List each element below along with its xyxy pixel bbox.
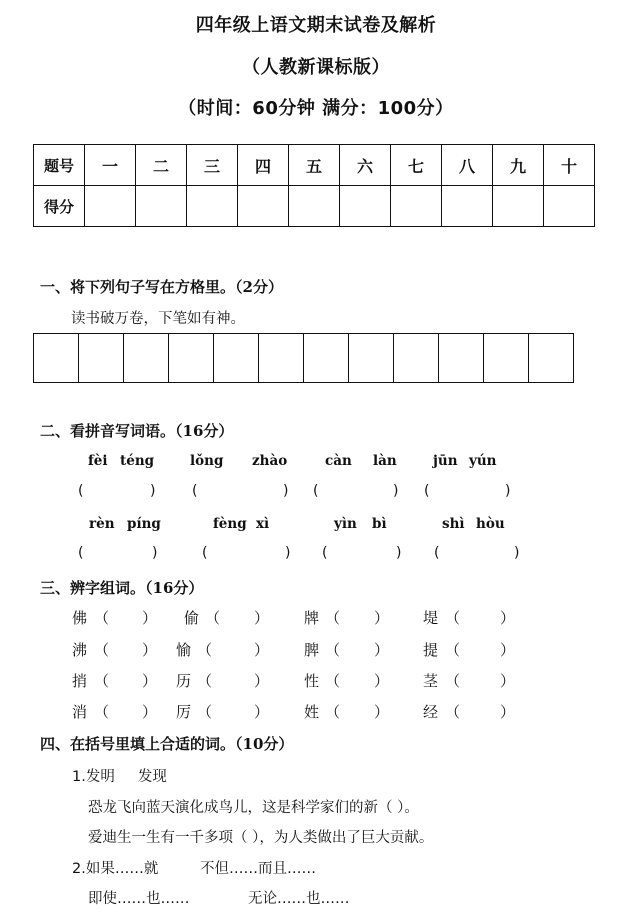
score-cell[interactable]	[340, 186, 391, 227]
pinyin: yún	[469, 453, 497, 469]
score-cell[interactable]	[493, 186, 544, 227]
open-paren: (	[434, 545, 440, 561]
score-table	[33, 144, 595, 227]
q1-sentence-2: 爱迪生一生有一千多项（ ），为人类做出了巨大贡献。	[88, 830, 434, 846]
column-10: 十	[544, 145, 595, 186]
pinyin: hòu	[476, 516, 505, 532]
pinyin: làn	[373, 453, 397, 469]
open-paren: （	[445, 703, 461, 721]
grid-cell[interactable]	[529, 334, 574, 382]
character: 厉	[176, 703, 192, 721]
page-title: 四年级上语文期末试卷及解析	[195, 15, 437, 36]
writing-grid	[33, 333, 574, 383]
score-cell[interactable]	[391, 186, 442, 227]
close-paren: ）	[500, 672, 516, 690]
character: 捎	[72, 672, 88, 690]
section-1-heading: 一、将下列句子写在方格里。（2分）	[40, 278, 283, 296]
character: 消	[72, 703, 88, 721]
close-paren: ）	[254, 641, 270, 659]
open-paren: (	[424, 483, 430, 499]
character: 历	[176, 672, 192, 690]
close-paren: )	[396, 545, 402, 561]
open-paren: (	[313, 483, 319, 499]
open-paren: （	[197, 672, 213, 690]
pinyin: jūn	[433, 453, 458, 469]
close-paren: ）	[374, 672, 390, 690]
close-paren: ）	[254, 672, 270, 690]
close-paren: ）	[374, 703, 390, 721]
score-table-header-row	[34, 145, 595, 186]
open-paren: （	[94, 672, 110, 690]
score-cell[interactable]	[238, 186, 289, 227]
close-paren: ）	[254, 609, 270, 627]
close-paren: )	[283, 483, 289, 499]
q2-conjunction-d: 无论……也……	[248, 891, 350, 907]
column-9: 九	[493, 145, 544, 186]
pinyin: yìn	[334, 516, 357, 532]
pinyin: fèi	[88, 453, 108, 469]
open-paren: (	[78, 545, 84, 561]
open-paren: （	[325, 672, 341, 690]
q1-sentence-1: 恐龙飞向蓝天演化成鸟儿，这是科学家们的新（ ）。	[88, 800, 419, 816]
grid-cell[interactable]	[214, 334, 259, 382]
open-paren: (	[202, 545, 208, 561]
close-paren: ）	[254, 703, 270, 721]
grid-cell[interactable]	[439, 334, 484, 382]
grid-cell[interactable]	[124, 334, 169, 382]
score-cell[interactable]	[544, 186, 595, 227]
close-paren: )	[152, 545, 158, 561]
close-paren: )	[285, 545, 291, 561]
close-paren: ）	[142, 641, 158, 659]
pinyin: zhào	[252, 453, 288, 469]
character: 性	[304, 672, 320, 690]
open-paren: （	[325, 641, 341, 659]
open-paren: （	[205, 609, 221, 627]
grid-cell[interactable]	[349, 334, 394, 382]
character: 沸	[72, 641, 88, 659]
close-paren: )	[514, 545, 520, 561]
character: 佛	[72, 609, 88, 627]
close-paren: ）	[374, 641, 390, 659]
q2-conjunction-c: 即使……也……	[88, 891, 190, 907]
close-paren: ）	[142, 672, 158, 690]
pinyin: càn	[325, 453, 352, 469]
close-paren: ）	[374, 609, 390, 627]
grid-cell[interactable]	[484, 334, 529, 382]
pinyin: píng	[127, 516, 161, 532]
close-paren: ）	[500, 703, 516, 721]
grid-cell[interactable]	[259, 334, 304, 382]
column-6: 六	[340, 145, 391, 186]
question-number-label: 题号	[34, 145, 85, 186]
close-paren: ）	[500, 609, 516, 627]
character: 牌	[304, 609, 320, 627]
character: 堤	[423, 609, 439, 627]
character: 偷	[184, 609, 200, 627]
column-3: 三	[187, 145, 238, 186]
open-paren: （	[94, 641, 110, 659]
page-subtitle: （人教新课标版）	[242, 57, 390, 78]
score-label: 得分	[34, 186, 85, 227]
close-paren: )	[150, 483, 156, 499]
q2-conjunction-b: 不但……而且……	[200, 861, 316, 877]
pinyin: lǒng	[190, 453, 224, 469]
column-1: 一	[85, 145, 136, 186]
character: 脾	[304, 641, 320, 659]
close-paren: )	[393, 483, 399, 499]
open-paren: （	[445, 609, 461, 627]
pinyin: téng	[120, 453, 155, 469]
column-5: 五	[289, 145, 340, 186]
character: 经	[423, 703, 439, 721]
column-8: 八	[442, 145, 493, 186]
pinyin: rèn	[89, 516, 115, 532]
close-paren: )	[505, 483, 511, 499]
column-7: 七	[391, 145, 442, 186]
pinyin: fèng	[213, 516, 247, 532]
character: 姓	[304, 703, 320, 721]
grid-cell[interactable]	[304, 334, 349, 382]
section-4-heading: 四、在括号里填上合适的词。（10分）	[40, 735, 294, 753]
pinyin: xì	[256, 516, 270, 532]
score-cell[interactable]	[136, 186, 187, 227]
open-paren: （	[445, 641, 461, 659]
open-paren: (	[78, 483, 84, 499]
score-cell[interactable]	[289, 186, 340, 227]
pinyin: bì	[372, 516, 387, 532]
section-3-heading: 三、辨字组词。（16分）	[40, 579, 204, 597]
score-table-score-row	[34, 186, 595, 227]
close-paren: ）	[142, 703, 158, 721]
open-paren: （	[325, 609, 341, 627]
column-4: 四	[238, 145, 289, 186]
open-paren: (	[192, 483, 198, 499]
section-2-heading: 二、看拼音写词语。（16分）	[40, 422, 234, 440]
q1-word-choices: 1.发明 发现	[72, 769, 167, 785]
character: 愉	[176, 641, 192, 659]
exam-info: （时间：60分钟 满分：100分）	[178, 98, 454, 119]
open-paren: （	[197, 703, 213, 721]
open-paren: （	[94, 609, 110, 627]
open-paren: （	[197, 641, 213, 659]
close-paren: ）	[142, 609, 158, 627]
grid-cell[interactable]	[394, 334, 439, 382]
open-paren: （	[445, 672, 461, 690]
character: 提	[423, 641, 439, 659]
grid-cell[interactable]	[79, 334, 124, 382]
open-paren: （	[325, 703, 341, 721]
pinyin: shì	[442, 516, 465, 532]
grid-cell[interactable]	[169, 334, 214, 382]
score-cell[interactable]	[85, 186, 136, 227]
close-paren: ）	[500, 641, 516, 659]
score-cell[interactable]	[442, 186, 493, 227]
q2-conjunction-a: 2.如果……就	[72, 861, 159, 877]
column-2: 二	[136, 145, 187, 186]
section-1-sentence: 读书破万卷，下笔如有神。	[71, 311, 245, 327]
grid-cell[interactable]	[34, 334, 79, 382]
open-paren: (	[322, 545, 328, 561]
open-paren: （	[94, 703, 110, 721]
character: 茎	[423, 672, 439, 690]
score-cell[interactable]	[187, 186, 238, 227]
